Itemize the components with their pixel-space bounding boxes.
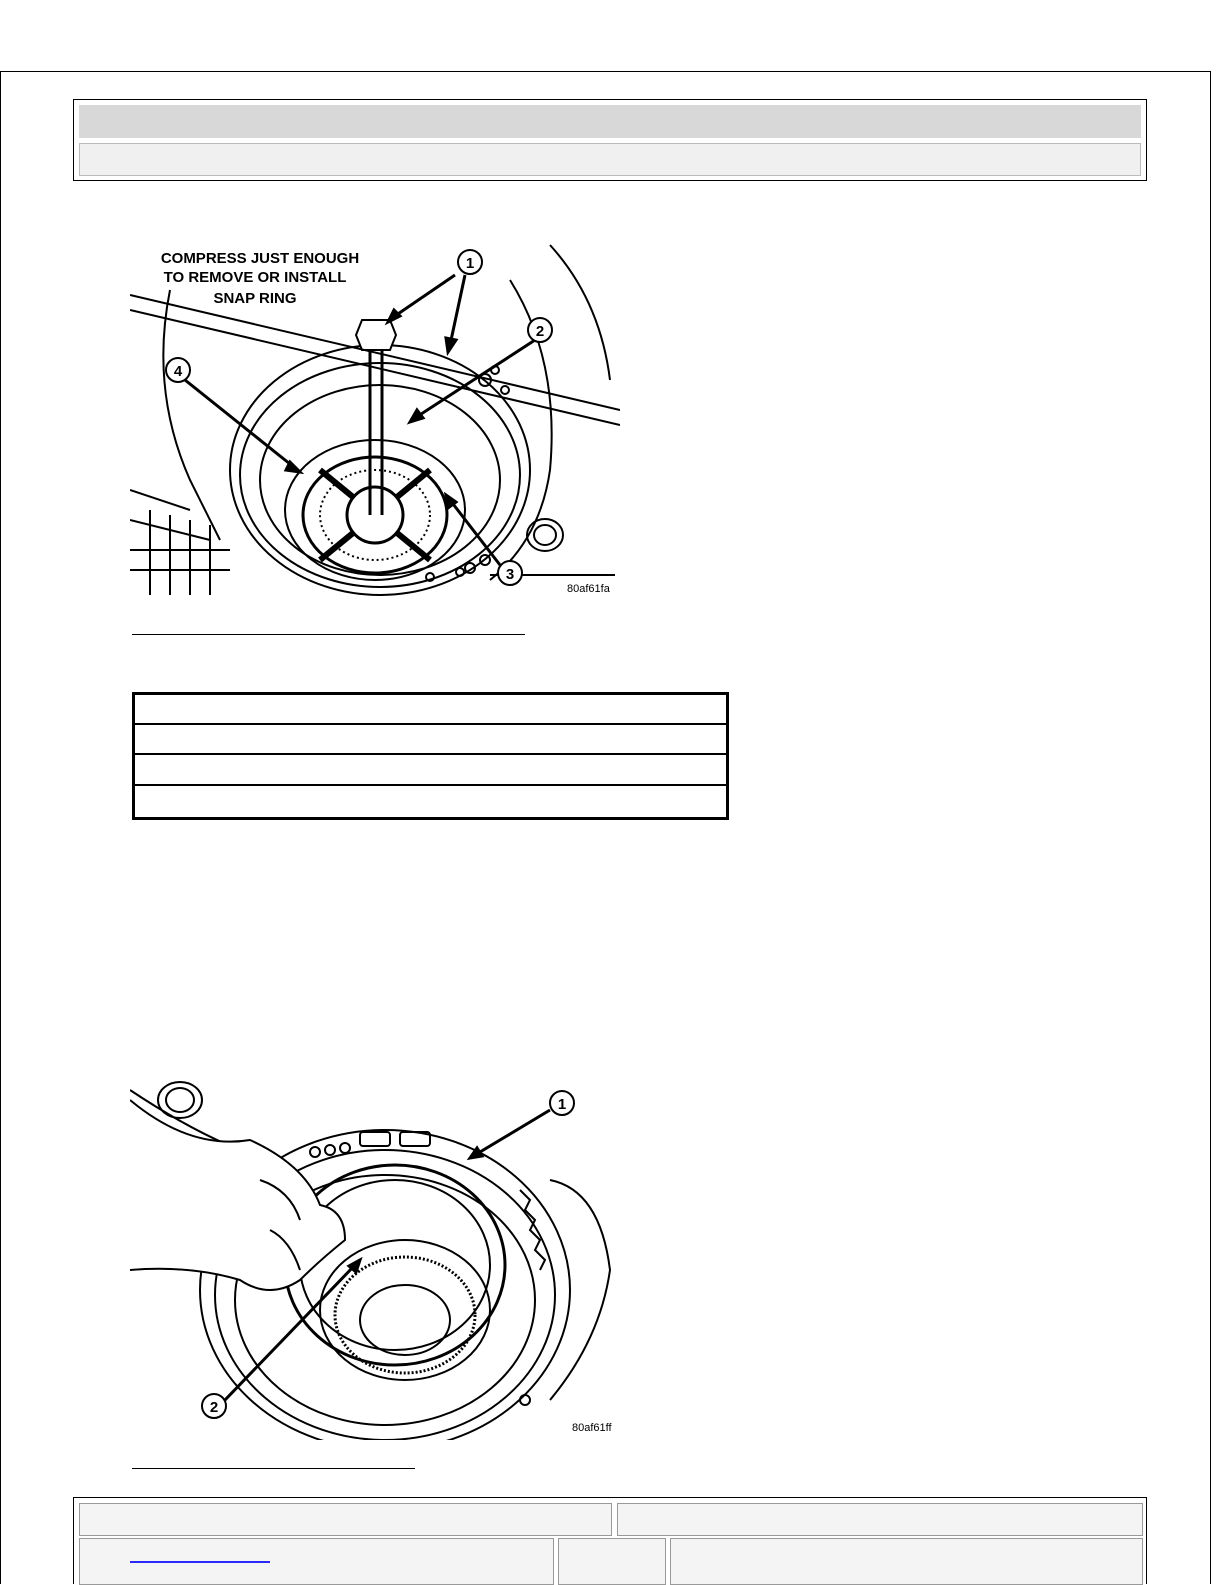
figure-2-callout-1: 1 xyxy=(557,1096,567,1113)
figure-2-illustration xyxy=(130,1070,620,1440)
figure-2-image-code: 80af61ff xyxy=(572,1422,612,1434)
figure-1-caption-rule xyxy=(132,634,525,635)
table-row xyxy=(135,756,726,786)
footer-cell xyxy=(670,1538,1143,1585)
figure-1-image-code: 80af61fa xyxy=(567,583,610,595)
figure-2-callout-2: 2 xyxy=(209,1399,219,1416)
figure-1-callout-4: 4 xyxy=(173,363,183,380)
footer-cell xyxy=(79,1538,554,1585)
callout-table xyxy=(132,692,729,820)
footer-cell xyxy=(79,1503,612,1536)
header-title-bar xyxy=(79,105,1141,138)
page-border-right xyxy=(1210,71,1211,1584)
footer-link[interactable] xyxy=(130,1561,270,1563)
page-header xyxy=(73,99,1147,181)
footer-cell xyxy=(558,1538,666,1585)
page-border-left xyxy=(0,71,1,1584)
page-border-top xyxy=(0,71,1211,72)
figure-1-callout-3: 3 xyxy=(505,566,515,583)
table-row xyxy=(135,787,726,817)
figure-1-callout-2: 2 xyxy=(535,323,545,340)
figure-2-caption-rule xyxy=(132,1468,415,1469)
table-row xyxy=(135,695,726,725)
figure-1-callout-1: 1 xyxy=(465,255,475,272)
header-subtitle-bar xyxy=(79,143,1141,176)
table-row xyxy=(135,725,726,755)
figure-1-note-line-1: COMPRESS JUST ENOUGH xyxy=(160,250,360,267)
footer-cell xyxy=(617,1503,1143,1536)
figure-1-note-line-3: SNAP RING xyxy=(213,290,297,307)
figure-1-note-line-2: TO REMOVE OR INSTALL xyxy=(163,269,347,286)
figure-1-illustration xyxy=(130,240,620,600)
page-footer xyxy=(73,1497,1147,1584)
